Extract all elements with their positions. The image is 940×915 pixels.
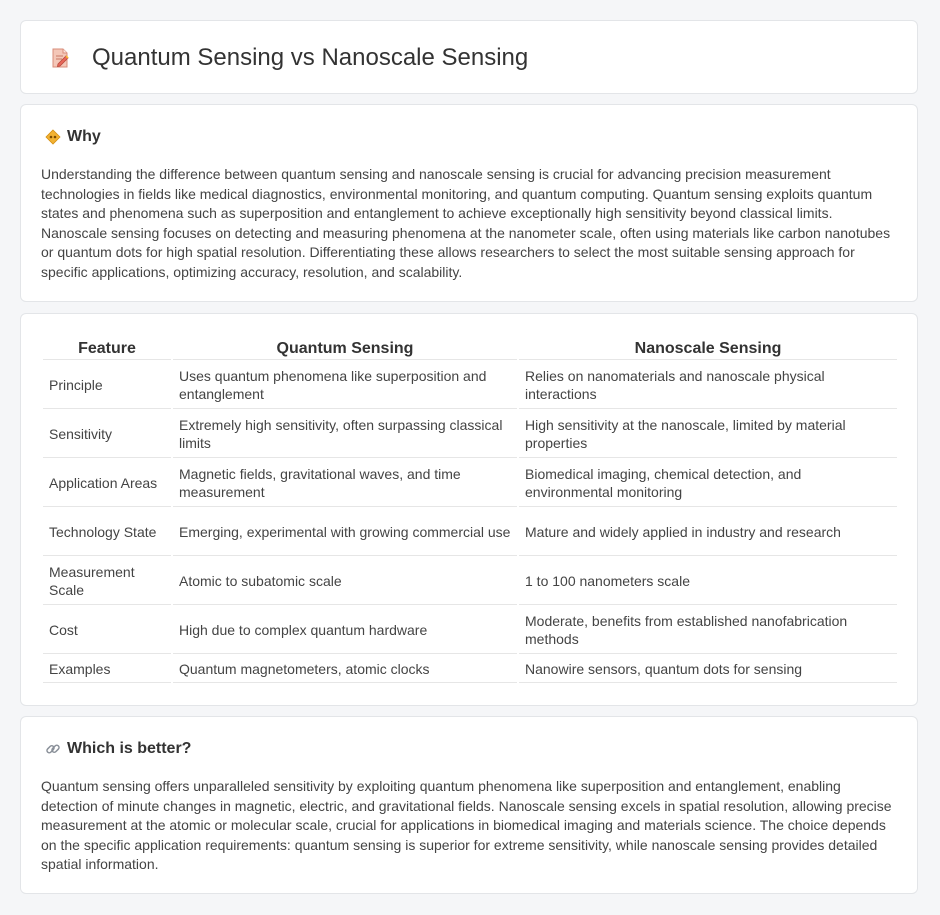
quantum-cell: High due to complex quantum hardware [173,607,517,654]
comparison-table [41,335,899,685]
why-heading: Why [67,128,101,145]
page-title: Quantum Sensing vs Nanoscale Sensing [92,44,529,71]
quantum-cell: Atomic to subatomic scale [173,558,517,605]
better-heading: Which is better? [67,740,192,757]
table-row [43,558,897,605]
table-row [43,607,897,654]
diamond-icon [45,129,61,145]
table-row [43,656,897,683]
feature-cell: Measurement Scale [43,558,171,605]
why-section [20,104,918,302]
feature-cell: Principle [43,362,171,409]
quantum-cell: Magnetic fields, gravitational waves, and time measurement [173,460,517,507]
feature-cell: Examples [43,656,171,683]
title-card [20,20,918,94]
table-row [43,460,897,507]
nanoscale-cell: High sensitivity at the nanoscale, limited by material properties [519,411,897,458]
link-icon [45,741,61,757]
nanoscale-cell: Relies on nanomaterials and nanoscale physical interactions [519,362,897,409]
better-paragraph: Quantum sensing offers unparalleled sensitivity by exploiting quantum phenomena like superposition and entanglement, enabling detection of minute changes in magnetic, electric, and gravitational fields. Nanoscale sensing excels in spatial resolution, allowing precise measurement at the atomic or molecular scale, crucial for applications in biomedical imaging and materials science. The choice depends on the specific application requirements: quantum sensing is superior for extreme sensitivity, while nanoscale sensing provides detailed spatial information. [41,778,892,873]
table-header-row [43,337,897,360]
quantum-cell: Emerging, experimental with growing commercial use [173,509,517,556]
header-feature: Feature [43,337,171,360]
nanoscale-cell: 1 to 100 nanometers scale [519,558,897,605]
nanoscale-cell: Moderate, benefits from established nanofabrication methods [519,607,897,654]
quantum-cell: Uses quantum phenomena like superposition and entanglement [173,362,517,409]
feature-cell: Cost [43,607,171,654]
which-is-better-section [20,716,918,894]
nanoscale-cell: Mature and widely applied in industry and research [519,509,897,556]
document-pencil-icon [49,47,71,69]
quantum-cell: Extremely high sensitivity, often surpassing classical limits [173,411,517,458]
header-quantum-sensing: Quantum Sensing [173,337,517,360]
header-nanoscale-sensing: Nanoscale Sensing [519,337,897,360]
table-row [43,362,897,409]
feature-cell: Application Areas [43,460,171,507]
why-paragraph: Understanding the difference between quantum sensing and nanoscale sensing is crucial for advancing precision measurement technologies in fields like medical diagnostics, environmental monitoring, and quantum computing. Quantum sensing exploits quantum states and phenomena such as superposition and entanglement to achieve exceptionally high sensitivity beyond classical limits. Nanoscale sensing focuses on detecting and measuring phenomena at the nanometer scale, often using materials like carbon nanotubes or quantum dots for high spatial resolution. Differentiating these allows researchers to select the most suitable sensing approach for specific applications, optimizing accuracy, resolution, and scalability. [41,166,891,280]
quantum-cell: Quantum magnetometers, atomic clocks [173,656,517,683]
feature-cell: Sensitivity [43,411,171,458]
nanoscale-cell: Nanowire sensors, quantum dots for sensing [519,656,897,683]
table-row [43,411,897,458]
nanoscale-cell: Biomedical imaging, chemical detection, and environmental monitoring [519,460,897,507]
comparison-section [20,313,918,706]
table-row [43,509,897,556]
feature-cell: Technology State [43,509,171,556]
